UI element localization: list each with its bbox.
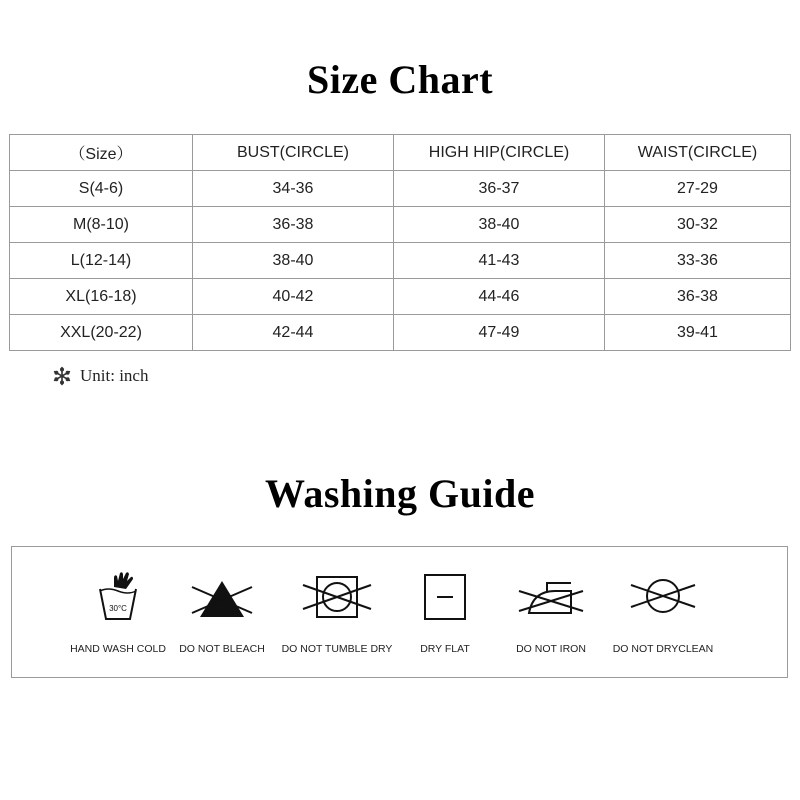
wash-label: HAND WASH COLD — [70, 643, 166, 655]
no-tumble-dry-icon — [297, 569, 377, 625]
waist-cell: 30-32 — [605, 207, 791, 243]
wash-item-no-bleach — [157, 547, 287, 677]
wash-label: DO NOT TUMBLE DRY — [281, 643, 393, 655]
washing-guide-title: Washing Guide — [265, 471, 535, 516]
snowflake-icon — [52, 366, 72, 386]
header-bust: BUST(CIRCLE) — [193, 135, 394, 171]
hand-wash-temp: 30°C — [109, 604, 127, 613]
high-hip-cell: 38-40 — [394, 207, 605, 243]
size-chart-title: Size Chart — [306, 57, 494, 102]
size-table — [9, 134, 791, 351]
bust-cell: 42-44 — [193, 315, 394, 351]
size-cell: L(12-14) — [10, 243, 193, 279]
size-cell: M(8-10) — [10, 207, 193, 243]
bust-cell: 38-40 — [193, 243, 394, 279]
table-row — [10, 207, 791, 243]
wash-item-no-iron — [486, 547, 616, 677]
header-size: （Size） — [10, 135, 193, 171]
table-row — [10, 315, 791, 351]
unit-note — [52, 366, 148, 386]
bust-cell: 36-38 — [193, 207, 394, 243]
high-hip-cell: 36-37 — [394, 171, 605, 207]
table-row — [10, 171, 791, 207]
bust-cell: 40-42 — [193, 279, 394, 315]
dry-flat-icon — [405, 569, 485, 625]
size-cell: XL(16-18) — [10, 279, 193, 315]
table-row — [10, 243, 791, 279]
hand-wash-icon — [78, 569, 158, 625]
waist-cell: 36-38 — [605, 279, 791, 315]
waist-cell: 33-36 — [605, 243, 791, 279]
high-hip-cell: 41-43 — [394, 243, 605, 279]
no-iron-icon — [511, 569, 591, 625]
washing-guide-box — [11, 546, 788, 678]
table-row — [10, 279, 791, 315]
waist-cell: 27-29 — [605, 171, 791, 207]
bust-cell: 34-36 — [193, 171, 394, 207]
header-high-hip: HIGH HIP(CIRCLE) — [394, 135, 605, 171]
high-hip-cell: 47-49 — [394, 315, 605, 351]
size-cell: XXL(20-22) — [10, 315, 193, 351]
wash-label: DO NOT IRON — [516, 643, 586, 655]
wash-label: DO NOT DRYCLEAN — [612, 643, 714, 655]
waist-cell: 39-41 — [605, 315, 791, 351]
unit-note-text: Unit: inch — [80, 366, 149, 385]
wash-label: DO NOT BLEACH — [179, 643, 265, 655]
size-cell: S(4-6) — [10, 171, 193, 207]
wash-label: DRY FLAT — [420, 643, 470, 655]
no-dryclean-icon — [623, 569, 703, 625]
wash-item-no-dryclean — [598, 547, 728, 677]
no-bleach-icon — [182, 569, 262, 625]
header-waist: WAIST(CIRCLE) — [605, 135, 791, 171]
table-header-row — [10, 135, 791, 171]
high-hip-cell: 44-46 — [394, 279, 605, 315]
